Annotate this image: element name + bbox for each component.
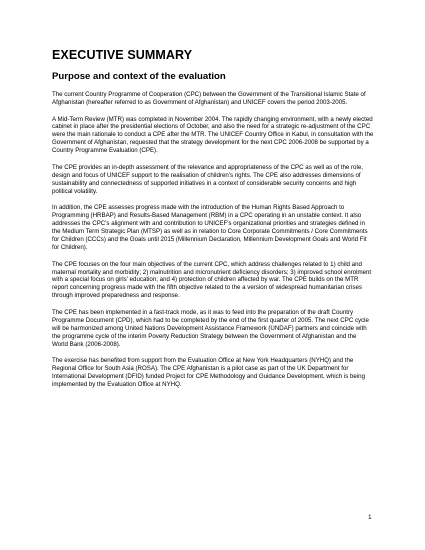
paragraph: The CPE focuses on the four main objectives of the current CPC, which address challenges related to 1) child and maternal mortality and morbidity; 2) malnutrition and micronutrient deficiency disorders; 3) improved school enrolment with a special focus on girls' education; and 4) protection of children affected by war. The CPE builds on the MTR report concerning progress made with the fifth objective related to the a version of widespread humanitarian crises through improved preparedness and response. — [52, 260, 372, 300]
section-heading: Purpose and context of the evaluation — [52, 71, 226, 82]
paragraph: The CPE provides an in-depth assessment of the relevance and appropriateness of the CPC as well as of the role, design and focus of UNICEF support to the realisation of children's rights. The CPE also addresses dimensions of sustainability and connectedness of supported initiatives in a context of considerable security concerns and high political volatility. — [52, 163, 363, 195]
paragraph: A Mid-Term Review (MTR) was completed in November 2004. The rapidly changing environment, with a newly elected cabinet in place after the presidential elections of October, and also the need for a strategic re-adjustment of the CPC were the main rationale to conduct a CPE after the MTR. The UNICEF Country Office in Kabul, in consultation with the Government of Afghanistan, requested that the strategy development for the next CPC 2006-2008 be supported by a Country Programme Evaluation (CPE). — [52, 115, 374, 155]
paragraph: The current Country Programme of Cooperation (CPC) between the Government of the Transitional Islamic State of Afghanistan (hereafter referred to as Government of Afghanistan) and UNICEF covers the period 2003-2005. — [52, 91, 366, 106]
page-number: 1 — [368, 514, 372, 521]
paragraph: In addition, the CPE assesses progress made with the introduction of the Human Rights Based Approach to Programming (HRBAP) and Results-Based Management (RBM) in a CPC operating in an unstable context. It also addresses the CPC's alignment with and contribution to UNICEF's organizational priorities and strategies defined in the Medium Term Strategic Plan (MTSP) as well as in relation to Core Corporate Commitments / Core Commitments for Children (CCCs) and the Goals until 2015 (Millennium Declaration, Millennium Development Goals and World Fit for Children). — [52, 204, 368, 252]
page-content — [52, 48, 374, 398]
page-title: EXECUTIVE SUMMARY — [52, 48, 193, 62]
paragraph: The CPE has been implemented in a fast-track mode, as it was to feed into the preparation of the draft Country Programme Document (CPD), which had to be completed by the end of the first quarter of 2005. The next CPC cycle will be harmonized among United Nations Development Assistance Framework (UNDAF) partners and coincide with the programme cycle of the interim Poverty Reduction Strategy between the Government of Afghanistan and the World Bank (2006-2008). — [52, 308, 369, 348]
paragraph: The exercise has benefited from support from the Evaluation Office at New York Headquarters (NYHQ) and the Regional Office for South Asia (ROSA). The CPE Afghanistan is a pilot case as part of the UK Department for International Development (DFID) funded Project for CPE Methodology and Guidance Development, which is being implemented by the Evaluation Office at NYHQ. — [52, 357, 365, 389]
